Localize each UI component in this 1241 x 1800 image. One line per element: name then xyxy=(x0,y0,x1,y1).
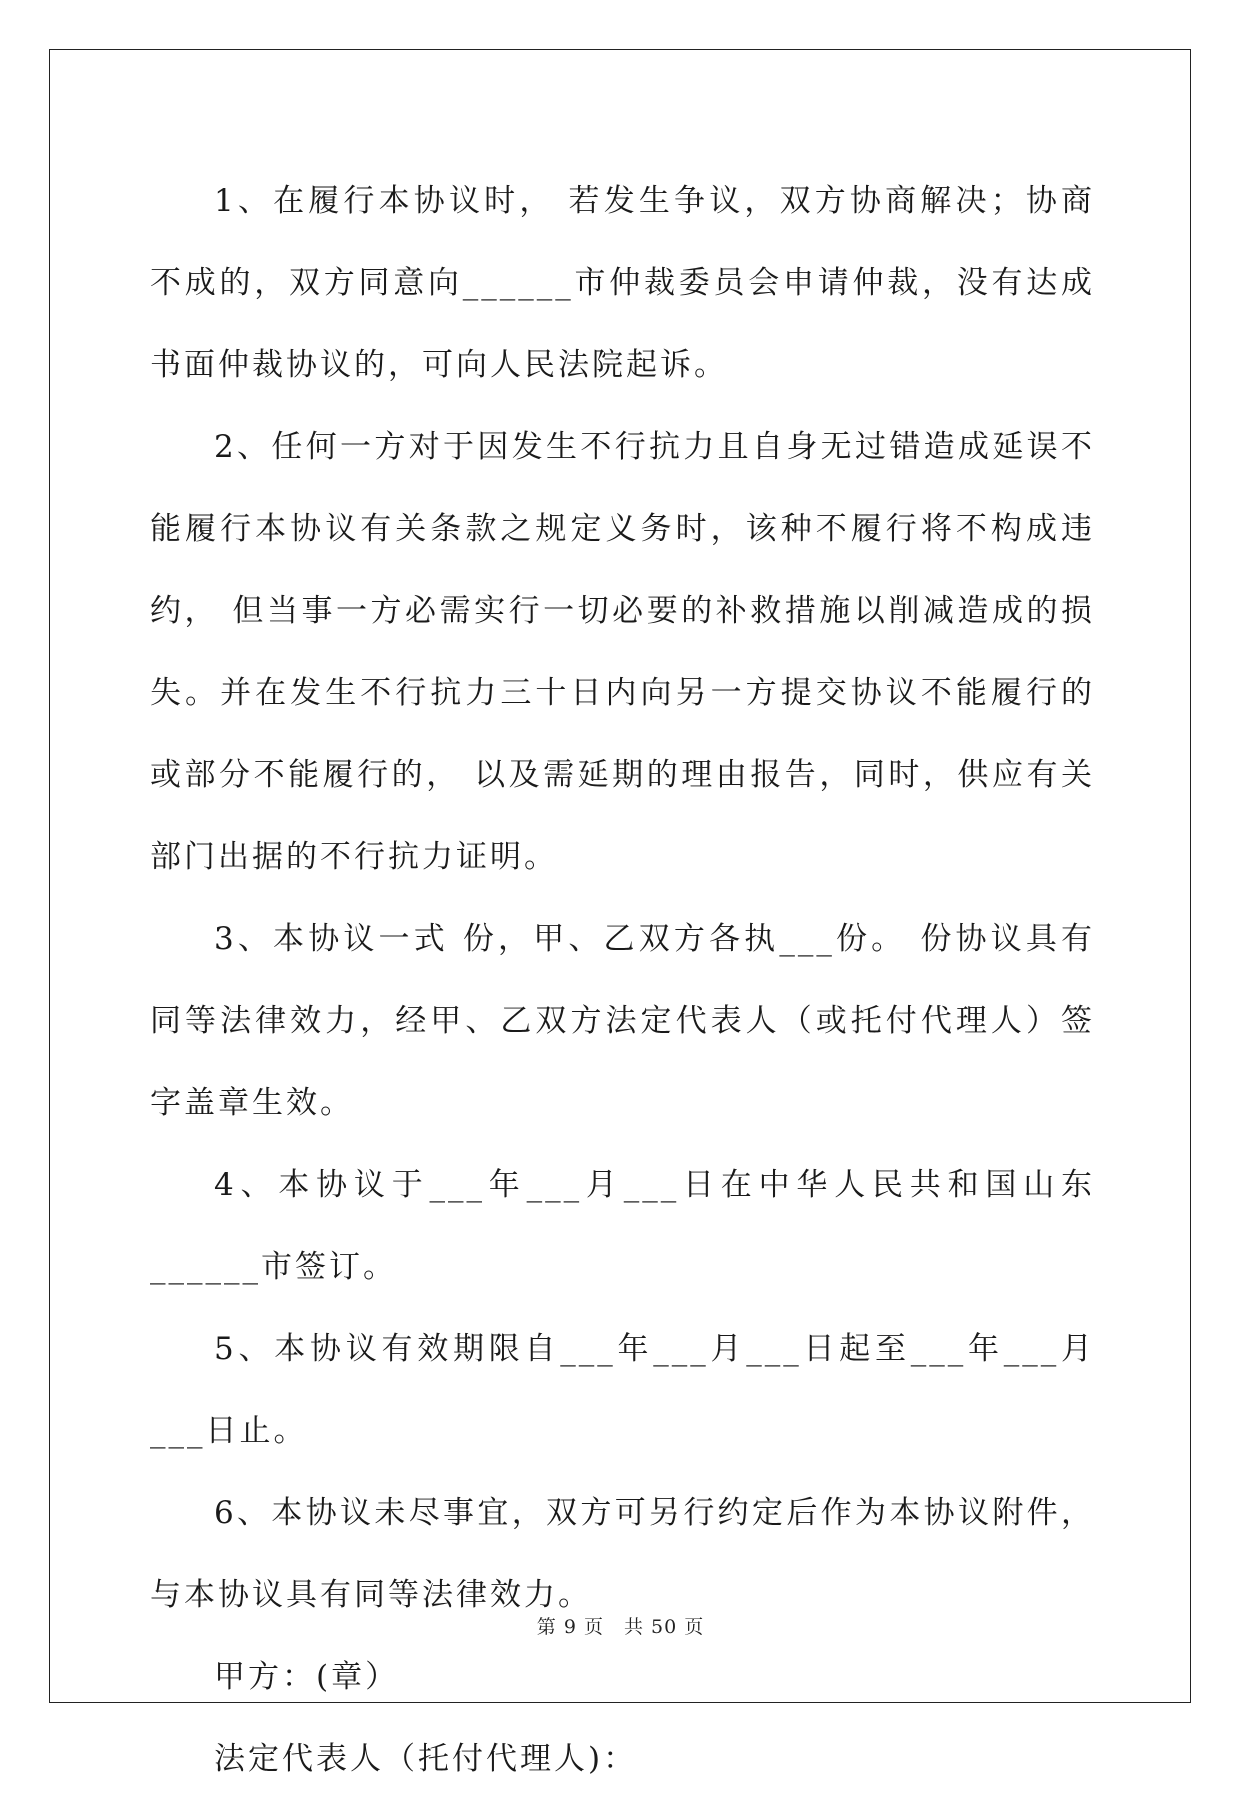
clause-6: 6、本协议未尽事宜，双方可另行约定后作为本协议附件，与本协议具有同等法律效力。 xyxy=(150,1495,1095,1613)
clause-5: 5、本协议有效期限自___年___月___日起至___年___月___日止。 xyxy=(150,1331,1095,1449)
clause-3: 3、本协议一式 份，甲、乙双方各执___份。 份协议具有同等法律效力，经甲、乙双方法定代表人（或托付代理人）签字盖章生效。 xyxy=(150,921,1095,1121)
party-a-signature-label: 甲方：(章） xyxy=(214,1659,400,1695)
clause-1: 1、在履行本协议时， 若发生争议，双方协商解决；协商不成的，双方同意向______市仲裁委员会申请仲裁，没有达成书面仲裁协议的，可向人民法院起诉。 xyxy=(150,183,1095,383)
document-body xyxy=(150,160,1095,1800)
legal-representative-label: 法定代表人（托付代理人)： xyxy=(214,1741,638,1777)
clause-2: 2、任何一方对于因发生不行抗力且自身无过错造成延误不能履行本协议有关条款之规定义务时，该种不履行将不构成违约， 但当事一方必需实行一切必要的补救措施以削减造成的损失。并在发生不行抗力三十日内向另一方提交协议不能履行的或部分不能履行的， 以及需延期的理由报告，同时，供应有关部门出据的不行抗力证明。 xyxy=(150,429,1095,875)
clause-4: 4、本协议于___年___月___日在中华人民共和国山东______市签订。 xyxy=(150,1167,1095,1285)
page-number: 第 9 页 共 50 页 xyxy=(536,1616,705,1638)
